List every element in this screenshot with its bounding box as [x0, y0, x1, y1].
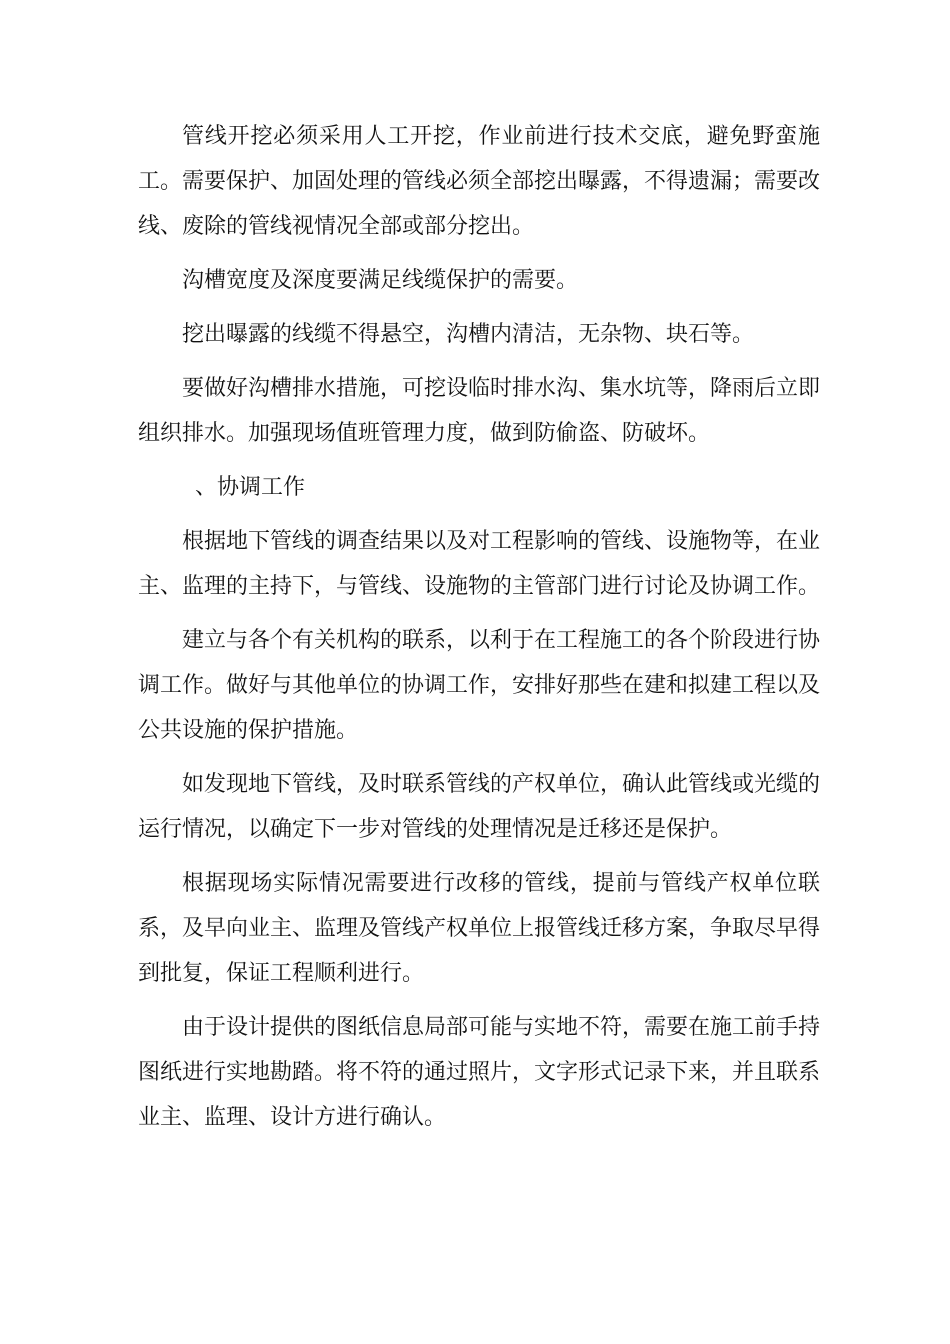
paragraph-discover-pipelines: 如发现地下管线，及时联系管线的产权单位，确认此管线或光缆的运行情况，以确定下一步对管线的处理情况是迁移还是保护。	[138, 772, 821, 842]
paragraph-site-survey: 由于设计提供的图纸信息局部可能与实地不符，需要在施工前手持图纸进行实地勘踏。将不符的通过照片，文字形式记录下来，并且联系业主、监理、设计方进行确认。	[138, 1015, 821, 1130]
paragraph-relocation-plan: 根据现场实际情况需要进行改移的管线，提前与管线产权单位联系，及早向业主、监理及管线产权单位上报管线迁移方案，争取尽早得到批复，保证工程顺利进行。	[138, 871, 821, 986]
paragraph-pipeline-excavation: 管线开挖必须采用人工开挖，作业前进行技术交底，避免野蛮施工。需要保护、加固处理的管线必须全部挖出曝露，不得遗漏；需要改线、废除的管线视情况全部或部分挖出。	[138, 124, 821, 239]
paragraph-survey-results: 根据地下管线的调查结果以及对工程影响的管线、设施物等，在业主、监理的主持下，与管线、设施物的主管部门进行讨论及协调工作。	[138, 529, 821, 599]
document-body	[138, 114, 820, 1149]
paragraph-establish-contacts: 建立与各个有关机构的联系，以利于在工程施工的各个阶段进行协调工作。做好与其他单位的协调工作，安排好那些在建和拟建工程以及公共设施的保护措施。	[138, 628, 821, 743]
paragraph-trench-width: 沟槽宽度及深度要满足线缆保护的需要。	[182, 268, 579, 293]
paragraph-trench-drainage: 要做好沟槽排水措施，可挖设临时排水沟、集水坑等，降雨后立即组织排水。加强现场值班管理力度，做到防偷盗、防破坏。	[138, 376, 821, 446]
paragraph-exposed-cables: 挖出曝露的线缆不得悬空，沟槽内清洁，无杂物、块石等。	[182, 322, 755, 347]
section-heading-coordination: 、协调工作	[195, 475, 306, 500]
